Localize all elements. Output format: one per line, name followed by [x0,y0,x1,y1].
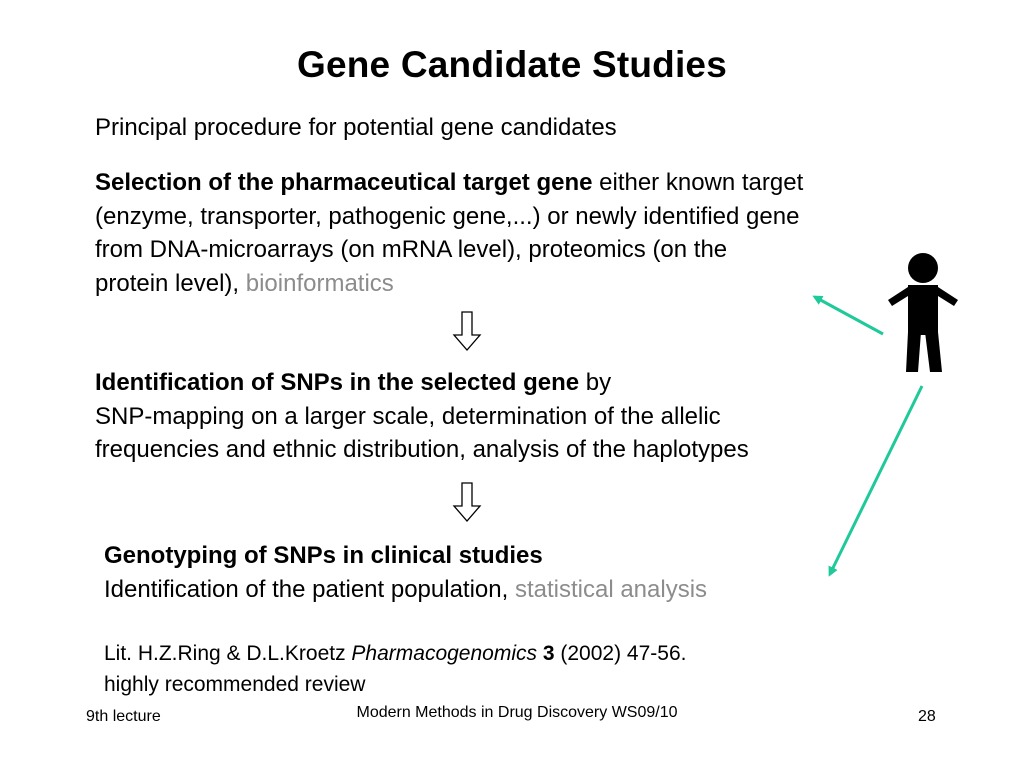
step-1-line-3: from DNA-microarrays (on mRNA level), proteomics (on the [95,236,728,263]
step-2-line-3: frequencies and ethnic distribution, analysis of the haplotypes [95,436,749,463]
hollow-down-arrow-icon [452,311,482,351]
step-1-line-4: protein level), [95,269,246,297]
literature-reference [104,638,686,700]
literature-journal: Pharmacogenomics [351,642,538,665]
step-3-line-2: Identification of the patient population, [104,575,515,603]
statistical-analysis-text: statistical analysis [514,575,708,603]
footer-course-title: Modern Methods in Drug Discovery WS09/10 [356,704,678,721]
step-2-heading: Identification of SNPs in the selected gene [95,369,580,396]
slide-title: Gene Candidate Studies [297,44,727,85]
step-1-line-2: (enzyme, transporter, pathogenic gene,...) or newly identified gene [95,202,800,230]
teal-arrow-icon [815,297,883,334]
bioinformatics-text: bioinformatics [245,269,394,297]
step-2-line-2: SNP-mapping on a larger scale, determination of the allelic [95,402,721,430]
step-3-heading: Genotyping of SNPs in clinical studies [104,542,543,569]
literature-pages: (2002) 47-56. [554,642,687,665]
step-2-line-1: by [579,369,612,396]
step-1-target-selection [95,166,955,300]
intro-text: Principal procedure for potential gene candidates [95,114,617,141]
step-1-line-1: either known target [592,169,804,196]
literature-authors: Lit. H.Z.Ring & D.L.Kroetz [104,642,352,665]
footer-lecture: 9th lecture [86,708,161,725]
literature-volume: 3 [542,642,555,665]
footer-page-number: 28 [918,708,936,725]
step-2-snp-identification [95,366,895,467]
step-3-genotyping [104,539,864,606]
person-icon [880,248,964,374]
step-1-heading: Selection of the pharmaceutical target gene [95,169,593,196]
literature-note: highly recommended review [104,673,366,696]
hollow-down-arrow-icon [452,482,482,522]
